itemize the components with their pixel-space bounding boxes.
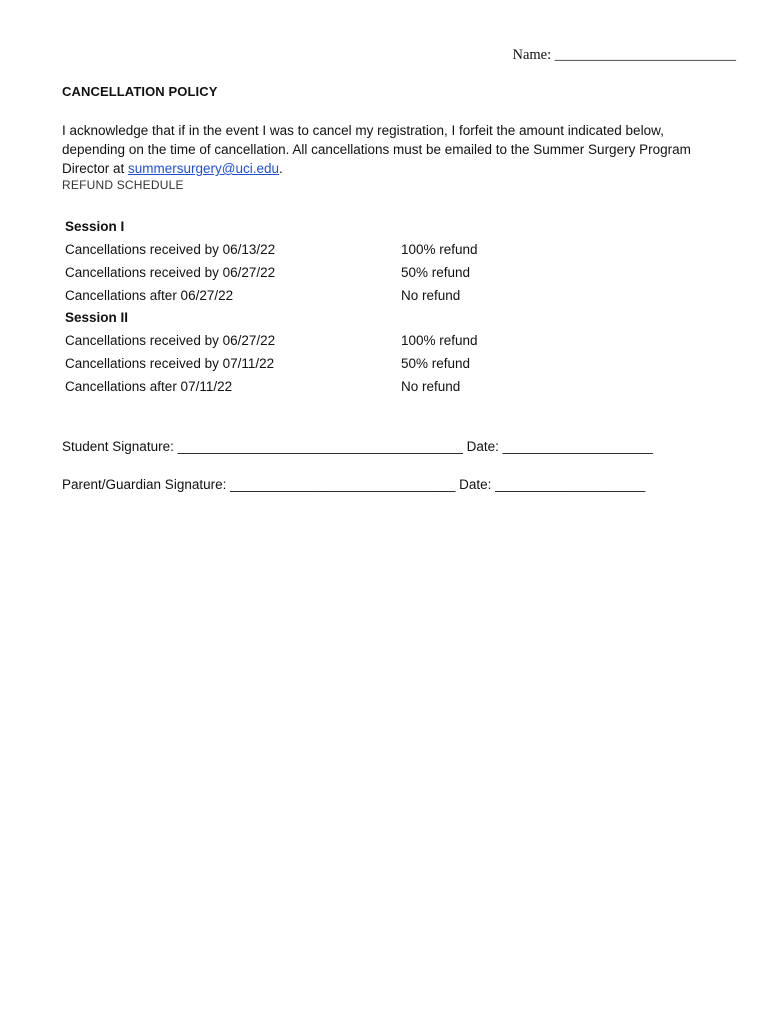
refund-amount: No refund (401, 288, 461, 303)
cancellation-date: Cancellations received by 06/13/22 (65, 242, 276, 257)
student-signature-field[interactable]: Student Signature: ______________________________________ Date: ____________________ (62, 439, 653, 454)
schedule-row (65, 354, 585, 377)
cancellation-date: Cancellations received by 06/27/22 (65, 265, 276, 280)
schedule-row (65, 331, 585, 354)
acknowledgement-text: I acknowledge that if in the event I was to cancel my registration, I forfeit the amount indicated below, depending on the time of cancellation. All cancellations must be emailed to the Summer Surgery Program Director at (62, 123, 691, 176)
email-link[interactable]: summersurgery@uci.edu (128, 161, 280, 176)
session-title: Session II (65, 310, 129, 325)
session-1 (65, 217, 585, 309)
schedule-row (65, 240, 585, 263)
parent-signature-field[interactable]: Parent/Guardian Signature: ______________________________ Date: ____________________ (62, 477, 646, 492)
acknowledgement-end: . (279, 161, 283, 176)
name-field[interactable]: Name: _________________________ (512, 47, 736, 63)
page-title: CANCELLATION POLICY (62, 84, 218, 99)
refund-schedule (65, 217, 585, 400)
schedule-row (65, 263, 585, 286)
cancellation-date: Cancellations received by 07/11/22 (65, 356, 275, 371)
refund-amount: No refund (401, 379, 461, 394)
refund-amount: 100% refund (401, 333, 478, 348)
acknowledgement-paragraph (62, 121, 722, 178)
refund-amount: 50% refund (401, 265, 471, 280)
session-title: Session I (65, 219, 125, 234)
schedule-row (65, 377, 585, 400)
refund-amount: 50% refund (401, 356, 471, 371)
cancellation-date: Cancellations received by 06/27/22 (65, 333, 276, 348)
refund-schedule-heading: REFUND SCHEDULE (62, 178, 184, 192)
refund-amount: 100% refund (401, 242, 478, 257)
schedule-row (65, 286, 585, 309)
cancellation-date: Cancellations after 06/27/22 (65, 288, 234, 303)
session-2 (65, 308, 585, 400)
cancellation-date: Cancellations after 07/11/22 (65, 379, 233, 394)
